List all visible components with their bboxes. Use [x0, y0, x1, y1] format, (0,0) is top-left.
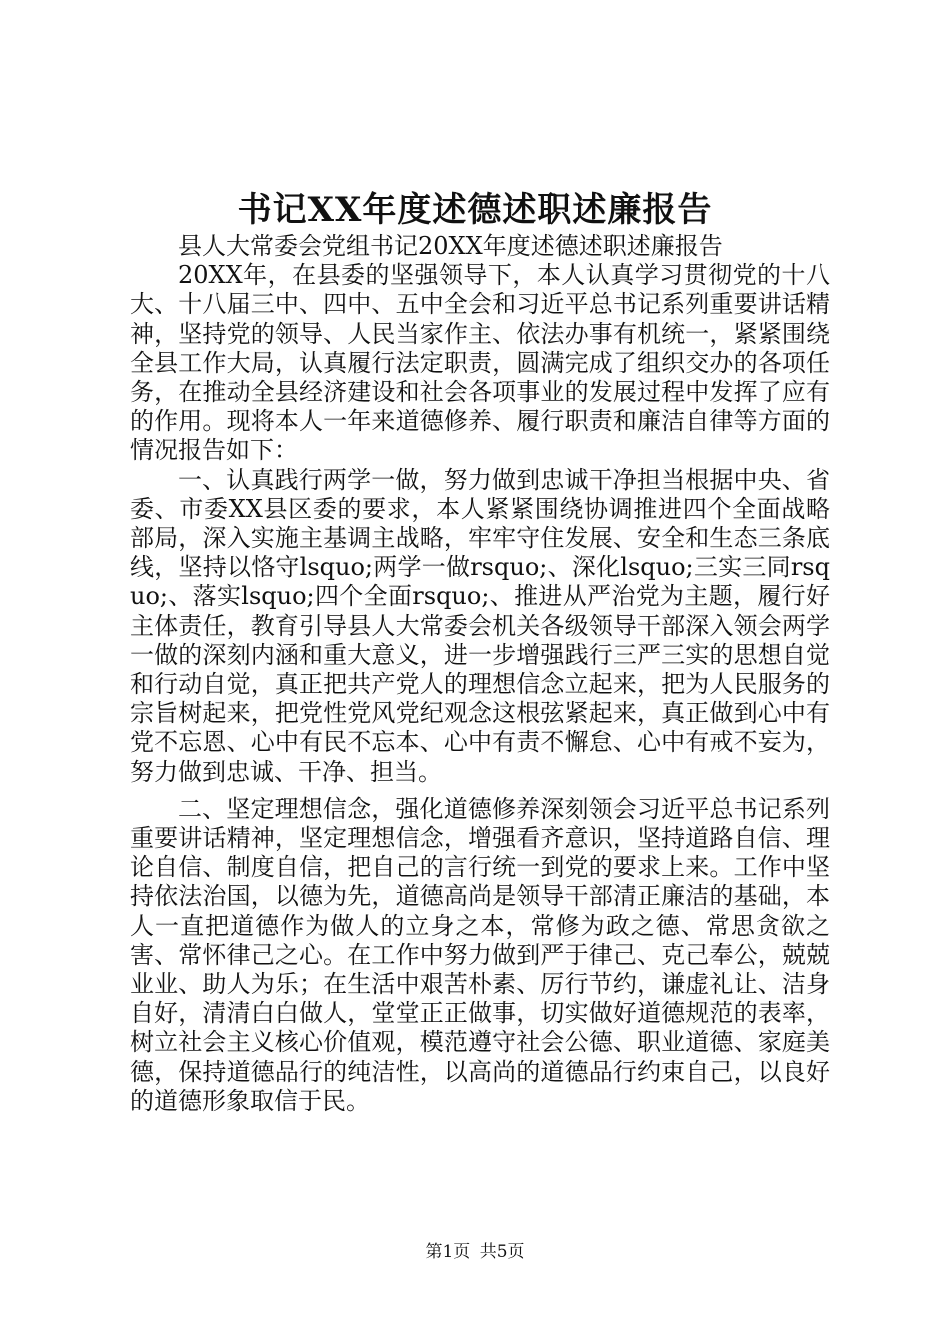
section-one-paragraph: 一、认真践行两学一做，努力做到忠诚干净担当根据中央、省委、市委XX县区委的要求，本人紧紧围绕协调推进四个全面战略部局，深入实施主基调主战略，牢牢守住发展、安全和生态三条底线，坚持以恪守lsquo;两学一做rsquo;、深化lsquo;三实三同rsquo;、落实lsquo;四个全面rsquo;、推进从严治党为主题，履行好主体责任，教育引导县人大常委会机关各级领导干部深入领会两学一做的深刻内涵和重大意义，进一步增强践行三严三实的思想自觉和行动自觉，真正把共产党人的理想信念立起来，把为人民服务的宗旨树起来，把党性党风党纪观念这根弦紧起来，真正做到心中有党不忘恩、心中有民不忘本、心中有责不懈怠、心中有戒不妄为，努力做到忠诚、干净、担当。 — [130, 465, 830, 786]
intro-paragraph: 20XX年，在县委的坚强领导下，本人认真学习贯彻党的十八大、十八届三中、四中、五中全会和习近平总书记系列重要讲话精神，坚持党的领导、人民当家作主、依法办事有机统一，紧紧围绕全县工作大局，认真履行法定职责，圆满完成了组织交办的各项任务，在推动全县经济建设和社会各项事业的发展过程中发挥了应有的作用。现将本人一年来道德修养、履行职责和廉洁自律等方面的情况报告如下： — [130, 261, 830, 465]
subtitle-paragraph: 县人大常委会党组书记20XX年度述德述职述廉报告 — [178, 232, 723, 260]
page-number: 第1页 — [425, 1242, 471, 1262]
document-title: 书记XX年度述德述职述廉报告 — [237, 190, 713, 230]
page-total: 共5页 — [479, 1242, 525, 1262]
page-footer — [0, 1240, 950, 1264]
section-two-paragraph: 二、坚定理想信念，强化道德修养深刻领会习近平总书记系列重要讲话精神，坚定理想信念，增强看齐意识，坚持道路自信、理论自信、制度自信，把自己的言行统一到党的要求上来。工作中坚持依法治国，以德为先，道德高尚是领导干部清正廉洁的基础，本人一直把道德作为做人的立身之本，常修为政之德、常思贪欲之害、常怀律己之心。在工作中努力做到严于律己、克己奉公，兢兢业业、助人为乐；在生活中艰苦朴素、厉行节约，谦虚礼让、洁身自好，清清白白做人，堂堂正正做事，切实做好道德规范的表率，树立社会主义核心价值观，模范遵守社会公德、职业道德、家庭美德，保持道德品行的纯洁性，以高尚的道德品行约束自己，以良好的道德形象取信于民。 — [130, 794, 830, 1115]
document-body — [130, 232, 830, 1116]
